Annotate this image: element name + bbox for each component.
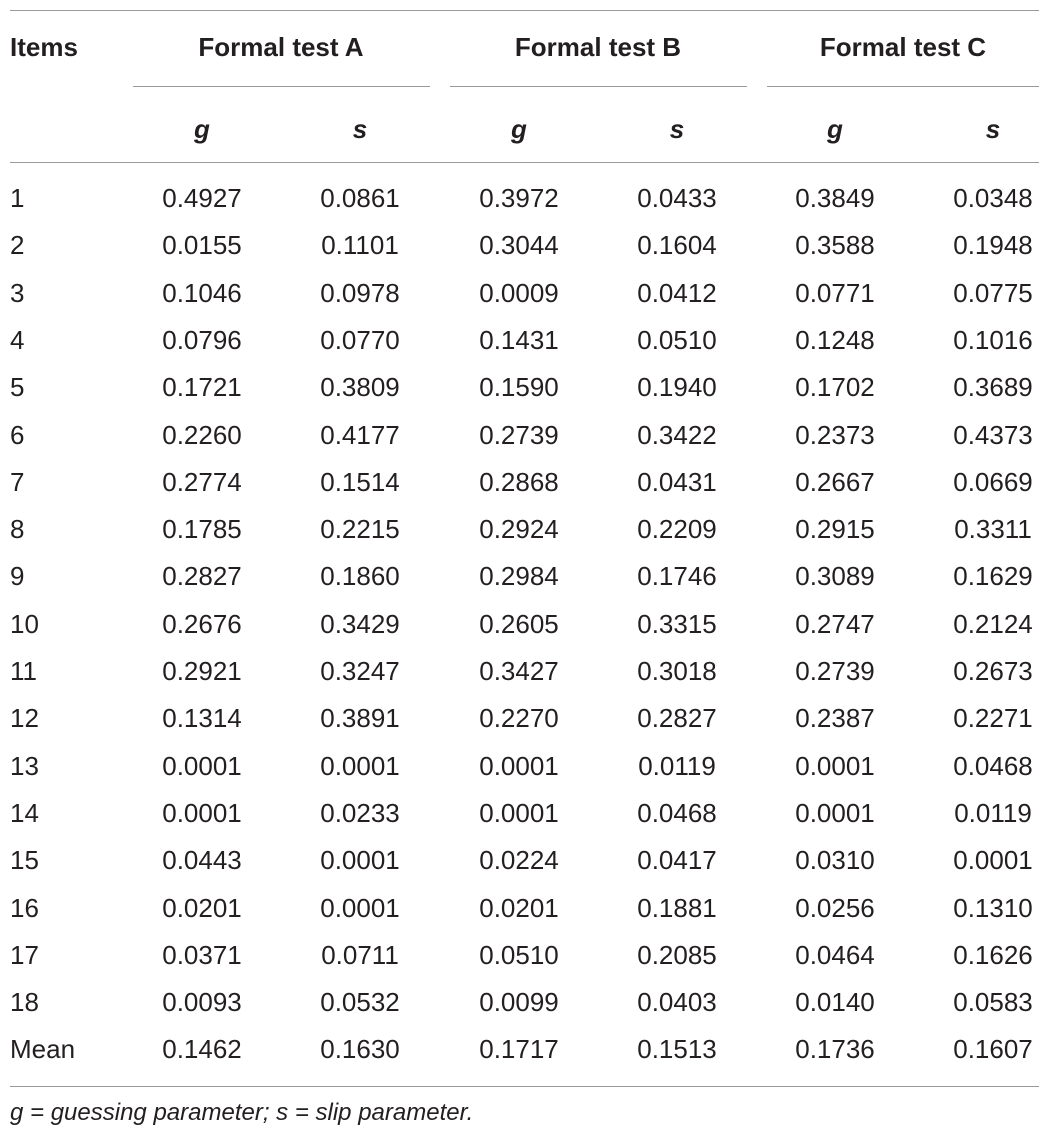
table-cell: 0.2921 [162,656,242,686]
table-cell: 0.0431 [637,467,717,497]
table-cell: 0.1046 [162,278,242,308]
table-cell: 0.1630 [320,1034,400,1064]
table-cell: 0.0775 [953,278,1033,308]
table-cell: 0.0310 [795,845,875,875]
subheader-s-b: s [669,114,685,144]
table-cell: 0.0119 [954,798,1032,828]
table-cell: 0.1721 [162,372,242,402]
table-cell: 0.1626 [953,940,1033,970]
row-item-label: 3 [10,278,25,308]
table-cell: 0.0001 [795,798,875,828]
table-cell: 0.3247 [320,656,400,686]
row-item-label: 16 [10,893,39,923]
table-cell: 0.3588 [795,230,875,260]
table-cell: 0.0403 [637,987,717,1017]
row-item-label: 15 [10,845,39,875]
row-item-label: 7 [10,467,25,497]
table-cell: 0.0119 [638,751,716,781]
table-cell: 0.0464 [795,940,875,970]
table-cell: 0.0201 [162,893,242,923]
table-cell: 0.1513 [637,1034,717,1064]
table-top-rule [10,10,1039,11]
table-cell: 0.2868 [479,467,559,497]
table-cell: 0.2215 [320,514,400,544]
table-cell: 0.0001 [479,798,559,828]
table-cell: 0.1462 [162,1034,242,1064]
table-cell: 0.2827 [637,703,717,733]
table-cell: 0.2739 [479,420,559,450]
table-cell: 0.1860 [320,561,400,591]
row-item-label: 14 [10,798,39,828]
table-cell: 0.1514 [320,467,400,497]
row-item-label: 10 [10,609,39,639]
table-cell: 0.3311 [954,514,1032,544]
table-cell: 0.0417 [637,845,717,875]
table-cell: 0.2260 [162,420,242,450]
table-cell: 0.0412 [637,278,717,308]
table-cell: 0.1248 [795,325,875,355]
table-cell: 0.3429 [320,609,400,639]
table-cell: 0.4927 [162,183,242,213]
table-cell: 0.0771 [795,278,875,308]
table-cell: 0.0468 [637,798,717,828]
table-cell: 0.1785 [162,514,242,544]
table-cell: 0.0224 [479,845,559,875]
table-cell: 0.0711 [321,940,399,970]
table-cell: 0.2667 [795,467,875,497]
table-cell: 0.1948 [953,230,1033,260]
table-cell: 0.2827 [162,561,242,591]
table-cell: 0.1431 [479,325,559,355]
table-cell: 0.0140 [795,987,875,1017]
subheader-g-a: g [194,114,210,144]
row-item-label: 17 [10,940,39,970]
table-cell: 0.2387 [795,703,875,733]
table-cell: 0.0861 [320,183,400,213]
table-cell: 0.1629 [953,561,1033,591]
row-item-label: 11 [10,656,37,686]
table-cell: 0.0001 [795,751,875,781]
table-cell: 0.2739 [795,656,875,686]
table-cell: 0.2924 [479,514,559,544]
subheader-s-c: s [985,114,1001,144]
table-cell: 0.2605 [479,609,559,639]
table-cell: 0.0510 [637,325,717,355]
group-b-rule [450,86,747,87]
table-cell: 0.1607 [953,1034,1033,1064]
row-item-label: 8 [10,514,25,544]
table-cell: 0.0001 [320,845,400,875]
table-cell: 0.3089 [795,561,875,591]
table-cell: 0.3849 [795,183,875,213]
table-cell: 0.0001 [162,798,242,828]
table-cell: 0.2984 [479,561,559,591]
table-cell: 0.2124 [953,609,1033,639]
table-cell: 0.1940 [637,372,717,402]
subheader-g-c: g [827,114,843,144]
table-cell: 0.1314 [162,703,242,733]
table-cell: 0.0233 [320,798,400,828]
table-cell: 0.2209 [637,514,717,544]
table-cell: 0.3809 [320,372,400,402]
table-cell: 0.0532 [320,987,400,1017]
table-cell: 0.4177 [320,420,400,450]
row-item-label: 2 [10,230,25,260]
table-cell: 0.0433 [637,183,717,213]
row-item-label: 1 [10,183,25,213]
table-cell: 0.0201 [479,893,559,923]
table-cell: 0.0009 [479,278,559,308]
table-cell: 0.1604 [637,230,717,260]
row-item-label: Mean [10,1034,76,1064]
table-cell: 0.0155 [162,230,242,260]
table-cell: 0.0093 [162,987,242,1017]
table-cell: 0.0001 [953,845,1033,875]
table-cell: 0.2747 [795,609,875,639]
table-cell: 0.3972 [479,183,559,213]
table-cell: 0.0468 [953,751,1033,781]
header-group-b: Formal test B [514,32,682,62]
table-cell: 0.1101 [321,230,399,260]
table-cell: 0.3427 [479,656,559,686]
table-cell: 0.1702 [795,372,875,402]
table-cell: 0.2373 [795,420,875,450]
header-bottom-rule [10,162,1039,163]
table-cell: 0.0001 [320,751,400,781]
table-cell: 0.1590 [479,372,559,402]
table-cell: 0.0583 [953,987,1033,1017]
row-item-label: 13 [10,751,39,781]
row-item-label: 4 [10,325,25,355]
table-cell: 0.2085 [637,940,717,970]
table-cell: 0.0978 [320,278,400,308]
header-group-c: Formal test C [819,32,987,62]
table-cell: 0.4373 [953,420,1033,450]
table-cell: 0.1746 [637,561,717,591]
table-cell: 0.0510 [479,940,559,970]
row-item-label: 12 [10,703,39,733]
table-cell: 0.2915 [795,514,875,544]
table-cell: 0.0669 [953,467,1033,497]
table-cell: 0.1717 [479,1034,559,1064]
table-cell: 0.0770 [320,325,400,355]
table-cell: 0.3422 [637,420,717,450]
table-cell: 0.3044 [479,230,559,260]
group-c-rule [767,86,1039,87]
row-item-label: 5 [10,372,25,402]
row-item-label: 6 [10,420,25,450]
table-cell: 0.0371 [162,940,242,970]
table-cell: 0.3018 [637,656,717,686]
table-cell: 0.1016 [953,325,1033,355]
table-cell: 0.3315 [637,609,717,639]
table-cell: 0.0256 [795,893,875,923]
table-cell: 0.0443 [162,845,242,875]
table-cell: 0.3689 [953,372,1033,402]
header-group-a: Formal test A [198,32,364,62]
table-cell: 0.0796 [162,325,242,355]
table-footnote: g = guessing parameter; s = slip parameter. [10,1099,474,1126]
row-item-label: 9 [10,561,25,591]
table-cell: 0.1310 [953,893,1033,923]
table-cell: 0.1736 [795,1034,875,1064]
table-cell: 0.0001 [479,751,559,781]
table-cell: 0.0099 [479,987,559,1017]
subheader-s-a: s [352,114,368,144]
table-cell: 0.2676 [162,609,242,639]
group-a-rule [133,86,430,87]
table-cell: 0.2673 [953,656,1033,686]
table-cell: 0.1881 [637,893,717,923]
table-cell: 0.0348 [953,183,1033,213]
subheader-g-b: g [511,114,527,144]
row-item-label: 18 [10,987,39,1017]
table-cell: 0.3891 [320,703,400,733]
table-cell: 0.0001 [320,893,400,923]
table-cell: 0.0001 [162,751,242,781]
table-bottom-rule [10,1086,1039,1087]
table-cell: 0.2270 [479,703,559,733]
table-cell: 0.2774 [162,467,242,497]
header-items: Items [10,32,78,62]
table-cell: 0.2271 [953,703,1033,733]
